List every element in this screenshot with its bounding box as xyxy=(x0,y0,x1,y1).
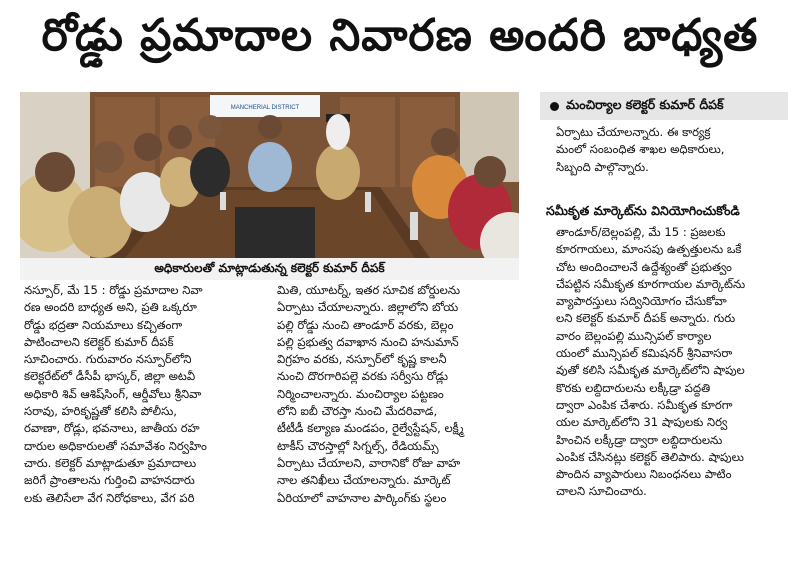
text-line: రవాణా, రోడ్లు, భవనాలు, జాతీయ రహ xyxy=(24,421,200,436)
article-headline: రోడ్డు ప్రమాదాల నివారణ అందరి బాధ్యత xyxy=(41,10,759,61)
text-line: అధికారి శివ్‌ ఆశిష్‌సింగ్‌, ఆర్డీవోలు శ్రీనివా xyxy=(24,386,202,401)
text-line: టీటీడీ కల్యాణ మండపం, రైల్వేస్టేషన్‌, లక్ష్మీ xyxy=(277,421,464,436)
photo-caption: అధికారులతో మాట్లాడుతున్న కలెక్టర్‌ కుమార్‌ దీపక్‌ xyxy=(20,258,519,280)
text-line: చోట అందించాలనే ఉద్దేశ్యంతో ప్రభుత్వం xyxy=(556,259,732,274)
bullet-icon xyxy=(550,102,559,111)
text-line: కూరగాయలు, మాంసపు ఉత్పత్తులను ఒకే xyxy=(556,242,742,257)
text-line: రోడ్డు భద్రతా నియమాలు కచ్చితంగా xyxy=(24,317,183,332)
text-line: దారుల అధికారులతో సమావేశం నిర్వహిం xyxy=(24,438,207,453)
byline-text: మంచిర్యాల కలెక్టర్‌ కుమార్‌ దీపక్‌ xyxy=(566,96,724,112)
text-line: సూచించారు. గురువారం నస్పూర్‌లోని xyxy=(24,352,192,367)
text-line: టాకీస్‌ చౌరస్తాల్లో సిగ్నల్స్‌, రేడియమ్స్‌ xyxy=(277,438,439,453)
article-column-1 xyxy=(24,282,266,507)
text-line: యల మార్కెట్‌లోని 31 షాపులకు నిర్వ xyxy=(556,415,728,430)
text-line: సిబ్బంది పాల్గొన్నారు. xyxy=(556,159,649,174)
text-line: చారు. కలెక్టర్‌ మాట్లాడుతూ ప్రమాదాలు xyxy=(24,455,197,470)
text-line: చేపట్టిన సమీకృత కూరగాయల మార్కెట్‌ను xyxy=(556,276,746,291)
text-line: పల్లి ప్రభుత్వ దవాఖాన నుంచి హనుమాన్‌ xyxy=(277,334,459,349)
photo-banner-text: MANCHERIAL DISTRICT xyxy=(230,105,300,111)
text-line: లకు తెలిసేలా వేగ నిరోధకాలు, వేగ పరి xyxy=(24,490,195,505)
article-column-3-top xyxy=(556,124,792,176)
text-line: వ్యాపారస్తులు సద్వినియోగం చేసుకోవా xyxy=(556,294,727,309)
subheading: సమీకృత మార్కెట్‌ను వినియోగించుకోండి xyxy=(546,203,740,218)
text-line: పల్లి రోడ్డు నుంచి తాండూర్‌ వరకు, బెల్లం xyxy=(277,317,454,332)
byline-bar xyxy=(540,92,788,120)
text-line: చాలని సూచించారు. xyxy=(556,484,647,499)
text-line: మంలో సంబంధిత శాఖల అధికారులు, xyxy=(556,142,725,157)
text-line: నిర్మించాలన్నారు. మంచిర్యాల పట్టణం xyxy=(277,386,444,401)
text-line: తాండూర్‌/బెల్లంపల్లి, మే 15 : ప్రజలకు xyxy=(556,225,726,239)
meeting-photo xyxy=(20,92,519,258)
text-line: నాల తనిఖీలు చేయాలన్నారు. మార్కెట్‌ xyxy=(277,473,451,488)
text-line: పొందిన వ్యాపారులు నిబంధనలు పాటిం xyxy=(556,467,732,482)
text-line: నుంచి దొరగారిపల్లె వరకు సర్వీసు రోడ్లు xyxy=(277,369,448,384)
text-line: ఏర్పాటు చేయాలన్నారు. జిల్లాలోని బోయ xyxy=(277,300,459,315)
text-line: కలెక్టరేట్‌లో డీసీపీ భాస్కర్‌, జిల్లా అటవీ xyxy=(24,369,196,384)
text-line: మితి, యూటర్న్‌, ఇతర సూచిక బోర్డులను xyxy=(277,283,460,297)
text-line: ఏర్పాటు చేయాలని, వారానికో రోజు వాహ xyxy=(277,455,461,470)
text-line: వారం బెల్లంపల్లి మున్సిపల్‌ కార్యాల xyxy=(556,328,712,343)
article-column-3 xyxy=(556,224,792,501)
text-line: నస్పూర్‌, మే 15 : రోడ్డు ప్రమాదాల నివా xyxy=(24,283,203,297)
text-line: సరావు, హరికృష్ణతో కలిసి పోలీసు, xyxy=(24,404,177,419)
text-line: హించిన లక్కీడ్రా ద్వారా లబ్ధిదారులను xyxy=(556,432,723,447)
text-line: లని కలెక్టర్‌ కుమార్‌ దీపక్‌ అన్నారు. గురు xyxy=(556,311,736,326)
text-line: కొరకు లబ్ధిదారులను లక్కీడ్రా పద్ధతి xyxy=(556,380,711,395)
text-line: పాటించాలని కలెక్టర్‌ కుమార్‌ దీపక్‌ xyxy=(24,334,174,349)
text-line: యంలో మున్సిపల్‌ కమిషనర్‌ శ్రీనివాసరా xyxy=(556,346,733,361)
text-line: జరిగే ప్రాంతాలను గుర్తించి వాహనదారు xyxy=(24,473,195,488)
text-line: విగ్రహం వరకు, నస్పూర్‌లో కృష్ణ కాలనీ xyxy=(277,352,447,367)
text-line: ఎంపిక చేసినట్లు కలెక్టర్‌ తెలిపారు. షాపులు xyxy=(556,449,744,464)
text-line: ఏర్పాటు చేయాలన్నారు. ఈ కార్యక్ర xyxy=(556,125,711,139)
text-line: రణ అందరి బాధ్యత అని, ప్రతి ఒక్కరూ xyxy=(24,300,197,315)
text-line: ద్వారా ఎంపిక చేశారు. సమీకృత కూరగా xyxy=(556,397,733,412)
text-line: లోని ఐబీ చౌరస్తా నుంచి మేదరివాడ, xyxy=(277,404,438,419)
text-line: ఏరియాలో వాహనాల పార్కింగ్‌కు స్థలం xyxy=(277,490,447,505)
article-column-2 xyxy=(277,282,522,507)
text-line: వుతో కలిసి సమీకృత మార్కెట్‌లోని షాపుల xyxy=(556,363,745,378)
